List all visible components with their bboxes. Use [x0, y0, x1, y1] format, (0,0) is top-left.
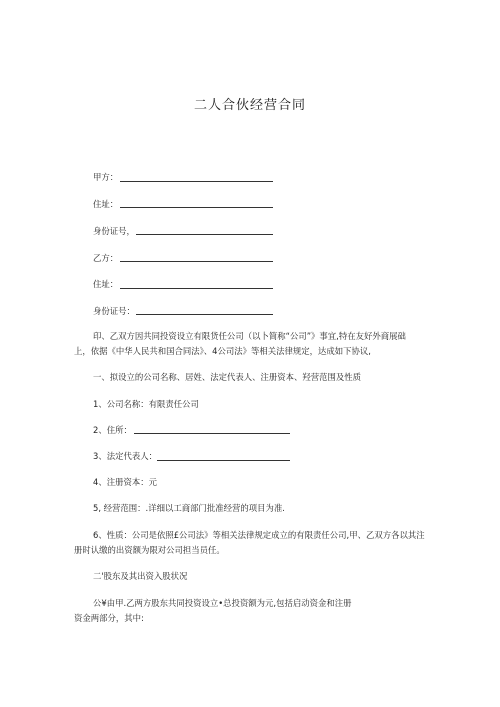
- section-2-line-1: 公¥由甲.乙两方股东共同投资设立•总投资额为元,包括启动资金和注册: [93, 598, 352, 608]
- item-address-blank: [134, 433, 290, 434]
- intro-line-2: 上，依据《中华人民共和国合同法》、4公司法》等相关法律规定，达成如下协议,: [74, 346, 371, 356]
- item-company-name: 1、公司名称：有限责任公司: [93, 399, 199, 409]
- party-a-id-label: 身份证号，: [93, 226, 135, 236]
- party-b-blank: [120, 261, 273, 262]
- party-a-address-blank: [120, 207, 273, 208]
- item-legal-rep-label: 3、法定代表人：: [93, 451, 157, 461]
- intro-line-1: 印、乙双方因共同投资设立有限货任公司（以卜简称“公司”》事宜,特在友好外商展础: [93, 331, 406, 341]
- party-b-label: 乙方：: [93, 253, 119, 263]
- item-address-label: 2、住所：: [93, 425, 132, 435]
- section-1-heading: 一、拟设立的公司名称、居姓、法定代表人、注册资本、羟营范围及性质: [93, 372, 361, 382]
- party-b-id-blank: [136, 314, 273, 315]
- party-b-address-label: 住址：: [93, 279, 119, 289]
- party-a-blank: [120, 181, 273, 182]
- section-2-heading: 二'股东及其出资入股状况: [93, 571, 188, 581]
- party-a-label: 甲方：: [93, 172, 119, 182]
- section-2-line-2: 资金两部分，其中:: [74, 613, 144, 623]
- item-capital: 4、注册资本：元: [93, 477, 157, 487]
- party-b-id-label: 身份证号：: [93, 306, 135, 316]
- party-b-address-blank: [120, 288, 273, 289]
- party-a-address-label: 住址：: [93, 199, 119, 209]
- item-legal-rep-blank: [157, 460, 290, 461]
- document-title: 二人合伙经营合同: [193, 98, 306, 113]
- item-nature-line-2: 册时认缴的出资额为限对公司担当员任。: [74, 545, 225, 555]
- item-scope: 5, 经营范围：.详细以工商部门批准经营的项目为准.: [93, 503, 285, 513]
- item-nature-line-1: 6、性质：公司是依照£公司法》等相关法律规定成立的有限责任公司,甲、乙双方各以其注: [93, 530, 425, 540]
- party-a-id-blank: [136, 234, 273, 235]
